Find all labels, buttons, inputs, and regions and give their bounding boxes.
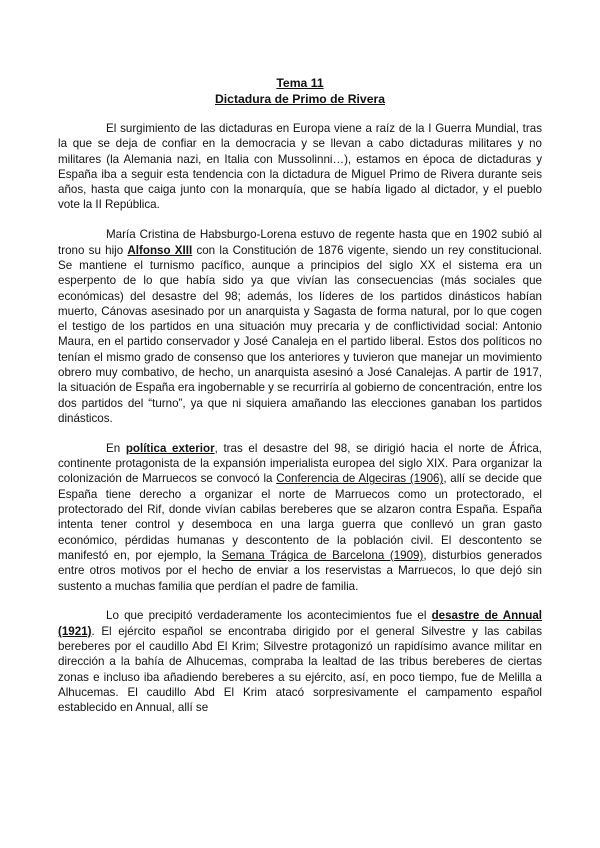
semana-tragica-emphasis: Semana Trágica de Barcelona (1909)	[221, 548, 424, 562]
alfonso-xiii-emphasis: Alfonso XIII	[127, 243, 193, 257]
document-subtitle: Dictadura de Primo de Rivera	[214, 92, 385, 106]
desastre-annual-emphasis: desastre de Annual (1921)	[58, 609, 542, 638]
conferencia-algeciras-emphasis: Conferencia de Algeciras (1906)	[276, 472, 444, 486]
paragraph-3	[58, 441, 542, 594]
paragraph-3-text-b: , tras el desastre del 98, se dirigió hacia el norte de África, continente protagonista de la expansión imperialista europea del siglo XIX. Para organizar la colonización de Marruecos se convocó la	[58, 441, 543, 486]
document-body	[58, 121, 542, 730]
paragraph-1: El surgimiento de las dictaduras en Europa viene a raíz de la I Guerra Mundial, tras la que se deja de confiar en la democracia y se llevan a cabo dictaduras militares y no militares (la Alemania nazi, en Italia con Mussolinni…), estamos en época de dictaduras y España iba a seguir esta tendencia con la dictadura de Miguel Primo de Rivera durante seis años, hasta que caiga junto con la monarquía, que se había ligado al dictador, y el pueblo vote la II República.	[58, 122, 542, 212]
paragraph-2-text-a: María Cristina de Habsburgo-Lorena estuvo de regente hasta que en 1902 subió al trono su hijo	[58, 228, 542, 257]
title-block	[0, 75, 600, 107]
document-title: Tema 11	[276, 76, 324, 90]
paragraph-2	[58, 227, 542, 426]
paragraph-3-text-c: , allí se decide que España tiene derecho a organizar el norte de Marruecos como un protectorado, el protectorado del Rif, donde vivían cabilas bereberes que se alzaron contra España. España intenta tener control y desemboca en una larga guerra que conllevó un gran gasto económico, pérdidas humanas y descontento de la población civil. El descontento se manifestó en, por ejemplo, la	[58, 472, 542, 562]
politica-exterior-emphasis: política exterior	[125, 441, 215, 455]
paragraph-2-text-b: con la Constitución de 1876 vigente, siendo un rey constitucional. Se mantiene el turnismo pacífico, aunque a principios del siglo XX el sistema era un esperpento de lo que había sido ya que vivían las consecuencias (más sociales que económicas) del desastre del 98; además, los líderes de los partidos dinásticos habían muerto, Cánovas asesinado por un anarquista y Sagasta de forma natural, por lo que cogen el testigo de los partidos en una situación muy precaria y de conflictividad social: Antonio Maura, en el partido conservador y José Canaleja en el partido liberal. Estos dos políticos no tenían el mismo grado de consenso que los anteriores y tuvieron que manejar un movimiento obrero muy combativo, de hecho, un anarquista asesinó a José Canalejas. A partir de 1917, la situación de España era ingobernable y se recurriría al gobierno de concentración, entre los dos partidos del “turno”, ya que ni siquiera amañando las elecciones ganaban los partidos dinásticos.	[58, 243, 543, 425]
paragraph-3-text-a: En	[106, 441, 126, 455]
paragraph-4	[58, 608, 542, 715]
paragraph-3-text-d: , disturbios generados entre otros motivos por el hecho de enviar a los reservistas a Marruecos, lo que dejó sin sustento a muchas familia que perdían el padre de familia.	[58, 548, 543, 593]
paragraph-4-text-b: . El ejército español se encontraba dirigido por el general Silvestre y las cabilas bereberes por el caudillo Abd El Krim; Silvestre protagonizó un rapidísimo avance militar en dirección a la bahía de Alhucemas, compraba la lealtad de las tribus bereberes de ciertas zonas e incluso iba añadiendo bereberes a su ejército, así, en poco tiempo, fue de Melilla a Alhucemas. El caudillo Abd El Krim atacó sorpresivamente el campamento español establecido en Annual, allí se	[58, 624, 542, 715]
paragraph-4-text-a: Lo que precipitó verdaderamente los acontecimientos fue el	[106, 609, 432, 623]
